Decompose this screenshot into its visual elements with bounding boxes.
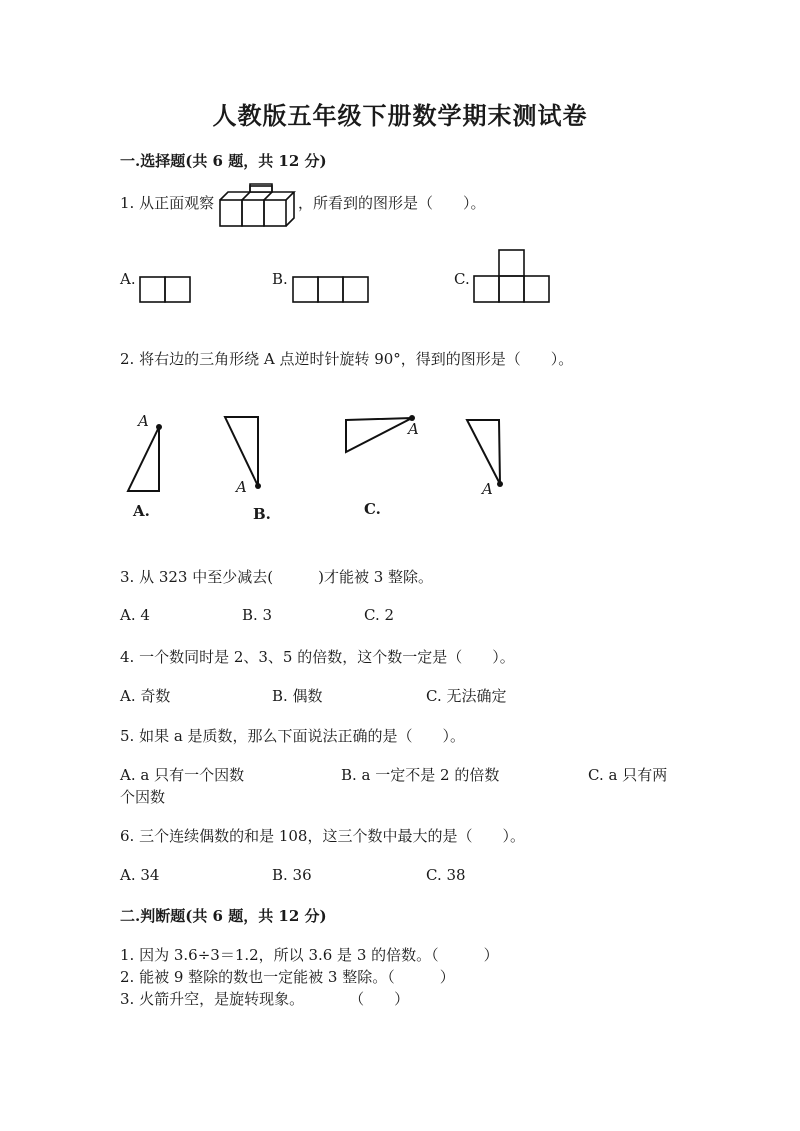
q4-option-b: B. 偶数	[272, 687, 323, 705]
q3-option-c: C. 2	[364, 606, 395, 624]
q2-option-c-label: C.	[364, 500, 381, 518]
q5-option-c: C. a 只有两	[588, 766, 668, 784]
q6-option-a: A. 34	[120, 866, 160, 884]
q2-c-point-label: A	[408, 420, 419, 438]
q1-option-b-label: B.	[272, 270, 288, 288]
q2-original-point-label: A	[482, 480, 493, 498]
q1-option-c-figure	[472, 249, 554, 305]
question-3: 3. 从 323 中至少减去( )才能被 3 整除。	[120, 568, 434, 586]
question-1-prefix: 1. 从正面观察	[120, 194, 215, 212]
q1-option-a-label: A.	[120, 270, 136, 288]
q5-option-a: A. a 只有一个因数	[120, 766, 245, 784]
question-5: 5. 如果 a 是质数，那么下面说法正确的是（ ）。	[120, 727, 466, 745]
judgement-item-2: 2. 能被 9 整除的数也一定能被 3 整除。（ ）	[120, 968, 455, 986]
judgement-item-1: 1. 因为 3.6÷3＝1.2，所以 3.6 是 3 的倍数。（ ）	[120, 946, 499, 964]
q4-option-a: A. 奇数	[120, 687, 171, 705]
q2-option-c-triangle	[342, 412, 418, 456]
section-heading-choice: 一.选择题(共 6 题，共 12 分)	[120, 152, 327, 170]
q3-option-a: A. 4	[120, 606, 150, 624]
q2-a-point-label: A	[138, 412, 149, 430]
section-heading-judgement: 二.判断题(共 6 题，共 12 分)	[120, 907, 327, 925]
q2-option-a-label: A.	[133, 502, 150, 520]
q6-option-b: B. 36	[272, 866, 312, 884]
judgement-item-3: 3. 火箭升空，是旋转现象。 （ ）	[120, 990, 410, 1008]
q6-option-c: C. 38	[426, 866, 466, 884]
question-1-suffix: ，所看到的图形是（ ）。	[298, 194, 486, 212]
q3-option-b: B. 3	[242, 606, 273, 624]
q1-option-c-label: C.	[454, 270, 470, 288]
q1-option-a-figure	[139, 276, 193, 304]
q4-option-c: C. 无法确定	[426, 687, 507, 705]
q5-option-b: B. a 一定不是 2 的倍数	[341, 766, 500, 784]
question-2: 2. 将右边的三角形绕 A 点逆时针旋转 90°，得到的图形是（ ）。	[120, 350, 574, 368]
page-title: 人教版五年级下册数学期末测试卷	[212, 101, 588, 130]
question-6: 6. 三个连续偶数的和是 108，这三个数中最大的是（ ）。	[120, 827, 525, 845]
q2-option-b-label: B.	[253, 505, 271, 523]
q2-b-point-label: A	[236, 478, 247, 496]
q1-option-b-figure	[292, 276, 372, 304]
question-4: 4. 一个数同时是 2、3、5 的倍数，这个数一定是（ ）。	[120, 648, 515, 666]
cube-stack-figure	[218, 186, 298, 230]
q5-option-c-wrap: 个因数	[120, 788, 166, 806]
